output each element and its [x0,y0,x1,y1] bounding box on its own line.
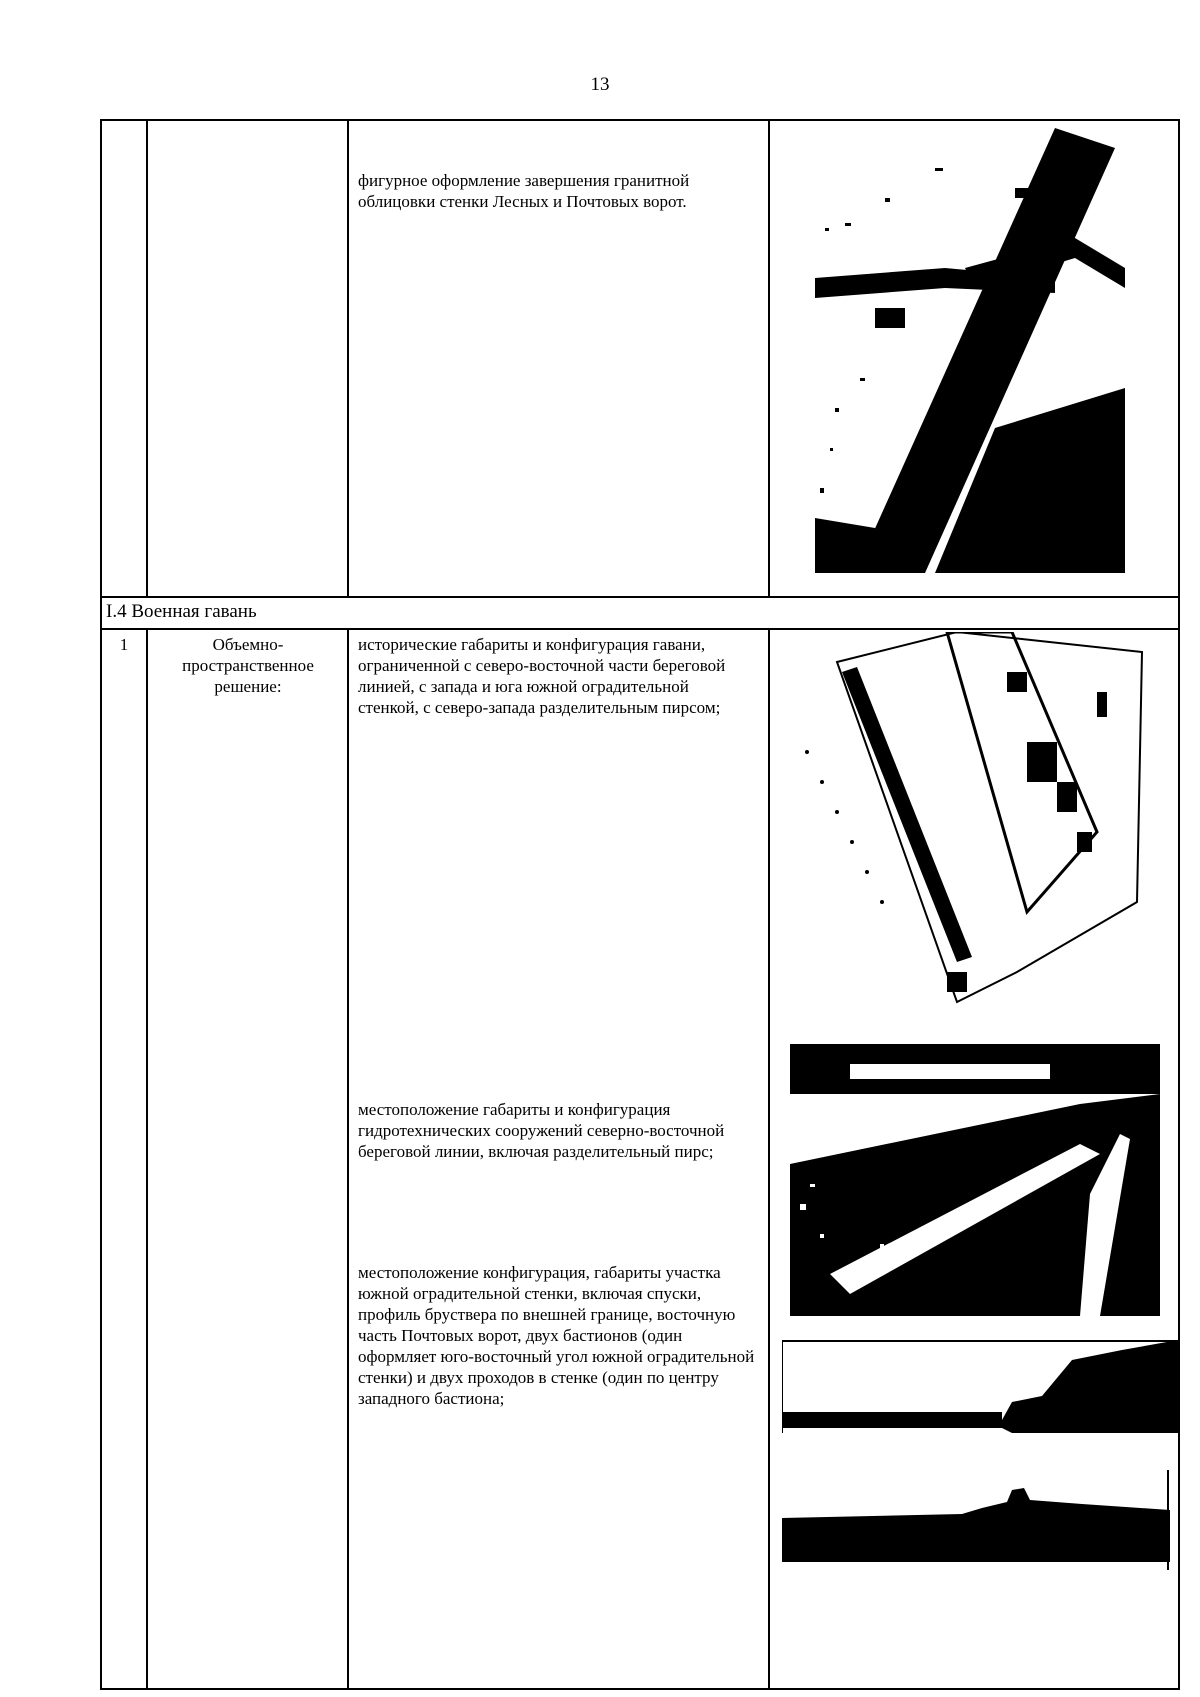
bastion-silhouette-photo [782,1470,1170,1570]
harbour-plan-image [797,632,1145,1010]
col-divider-1-lower [146,628,148,1690]
col-divider-2-upper [347,119,349,598]
col-divider-3-upper [768,119,770,598]
table-bottom-border [100,1688,1180,1690]
table-top-border [100,119,1180,121]
section-row-top-border [100,596,1180,598]
page-number: 13 [590,74,610,95]
row-item-2: местоположение габариты и конфигурация гидротехнических сооружений северно-восточной береговой линии, включая разделительный пирс; [358,1100,725,1161]
table-left-border [100,119,102,1690]
table-right-border [1178,119,1180,1690]
row-item-1: исторические габариты и конфигурация гавани, ограниченной с северо-восточной части береговой линией, с запада и юга южной оградительной стенкой, с северо-запада разделительным пирсом; [358,635,726,717]
granite-wall-photo [815,128,1125,573]
section-title: I.4 Военная гавань [106,601,257,622]
row-category: Объемно-пространственное решение: [182,635,314,696]
southern-wall-panorama-photo [782,1340,1178,1433]
shoreline-photo [790,1044,1160,1316]
continued-row-description: фигурное оформление завершения гранитной облицовки стенки Лесных и Почтовых ворот. [358,171,690,211]
col-divider-3-lower [768,628,770,1690]
section-row-bottom-border [100,628,1180,630]
row-item-3: местоположение конфигурация, габариты участка южной оградительной стенки, включая спуски, профиль бруствера по внешней границе, восточную часть Почтовых ворот, двух бастионов (один оформляет юго-восточный угол южной оградительной стенки) и двух проходов в стенке (один по центру западного бастиона; [358,1263,755,1408]
row-number: 1 [119,635,129,654]
col-divider-2-lower [347,628,349,1690]
col-divider-1-upper [146,119,148,598]
